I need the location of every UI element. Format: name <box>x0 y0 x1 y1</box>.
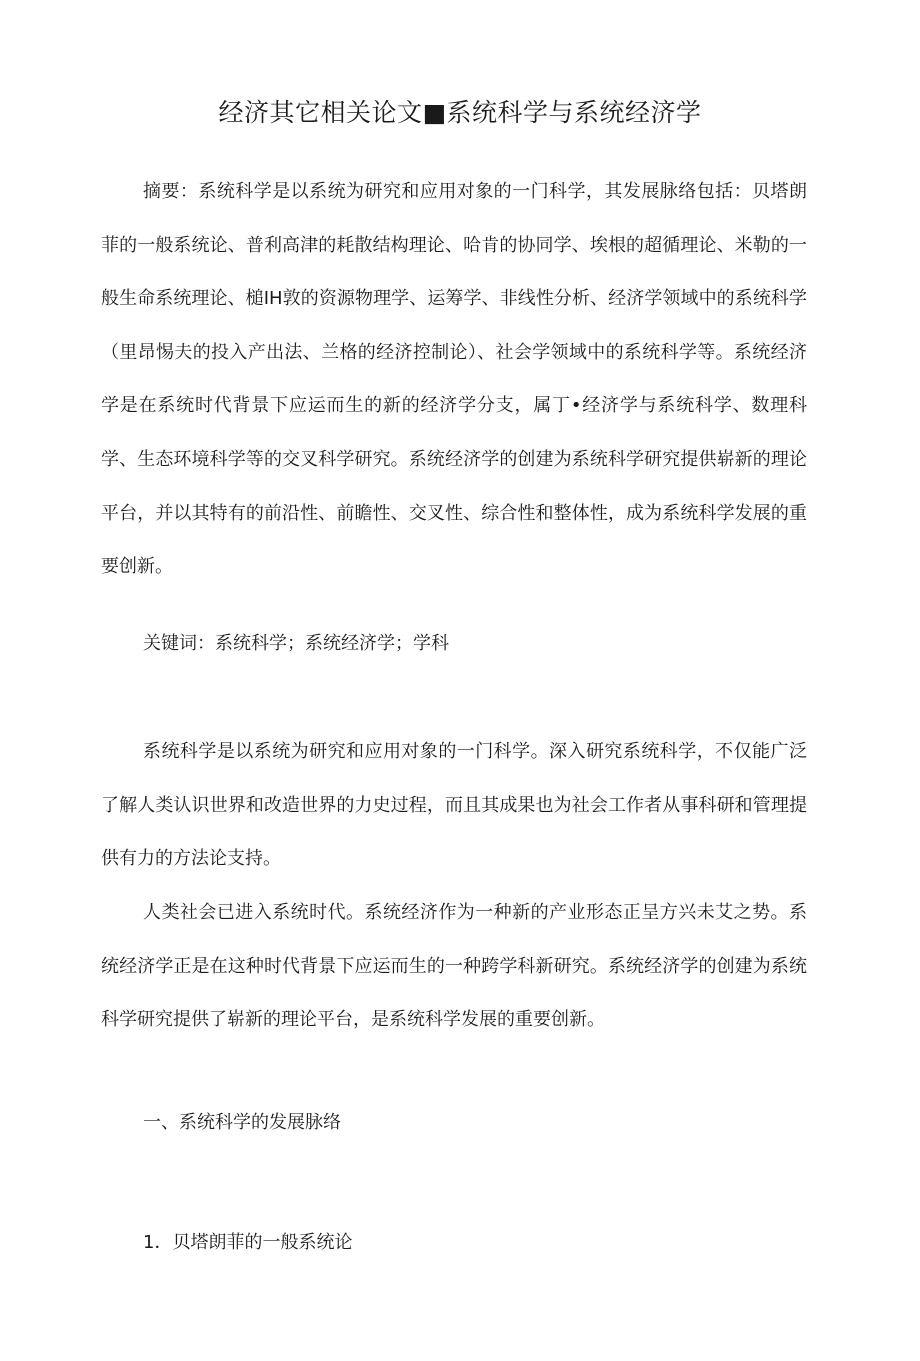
keywords-paragraph: 关键词：系统科学；系统经济学；学科 <box>143 633 449 654</box>
subsection-heading: 1．贝塔朗菲的一般系统论 <box>143 1232 353 1253</box>
document-title: 经济其它相关论文■系统科学与系统经济学 <box>218 98 702 127</box>
section-heading: 一、系统科学的发展脉络 <box>143 1112 341 1133</box>
abstract-paragraph: 摘要：系统科学是以系统为研究和应用对象的一门科学，其发展脉络包括：贝塔朗菲的一般系统论、普利高津的耗散结构理论、哈肯的协同学、埃根的超循理论、米勒的一般生命系统理论、槌IH敦的资源物理学、运筹学、非线性分析、经济学领域中的系统科学（里昂惕夫的投入产出法、兰格的经济控制论）、社会学领域中的系统科学等。系统经济学是在系统时代背景下应运而生的新的经济学分支，属丁•经济学与系统科学、数理科学、生态环境科学等的交叉科学研究。系统经济学的创建为系统科学研究提供崭新的理论平台，并以其特有的前沿性、前瞻性、交叉性、综合性和整体性，成为系统科学发展的重要创新。 <box>101 181 807 578</box>
body-paragraph-2: 人类社会已进入系统时代。系统经济作为一种新的产业形态正呈方兴未艾之势。系统经济学正是在这种时代背景下应运而生的一种跨学科新研究。系统经济学的创建为系统科学研究提供了崭新的理论平台，是系统科学发展的重要创新。 <box>101 902 807 1031</box>
body-paragraph-1: 系统科学是以系统为研究和应用对象的一门科学。深入研究系统科学，不仅能广泛了解人类认识世界和改造世界的力史过程，而且其成果也为社会工作者从事科研和管理提供有力的方法论支持。 <box>101 741 807 870</box>
